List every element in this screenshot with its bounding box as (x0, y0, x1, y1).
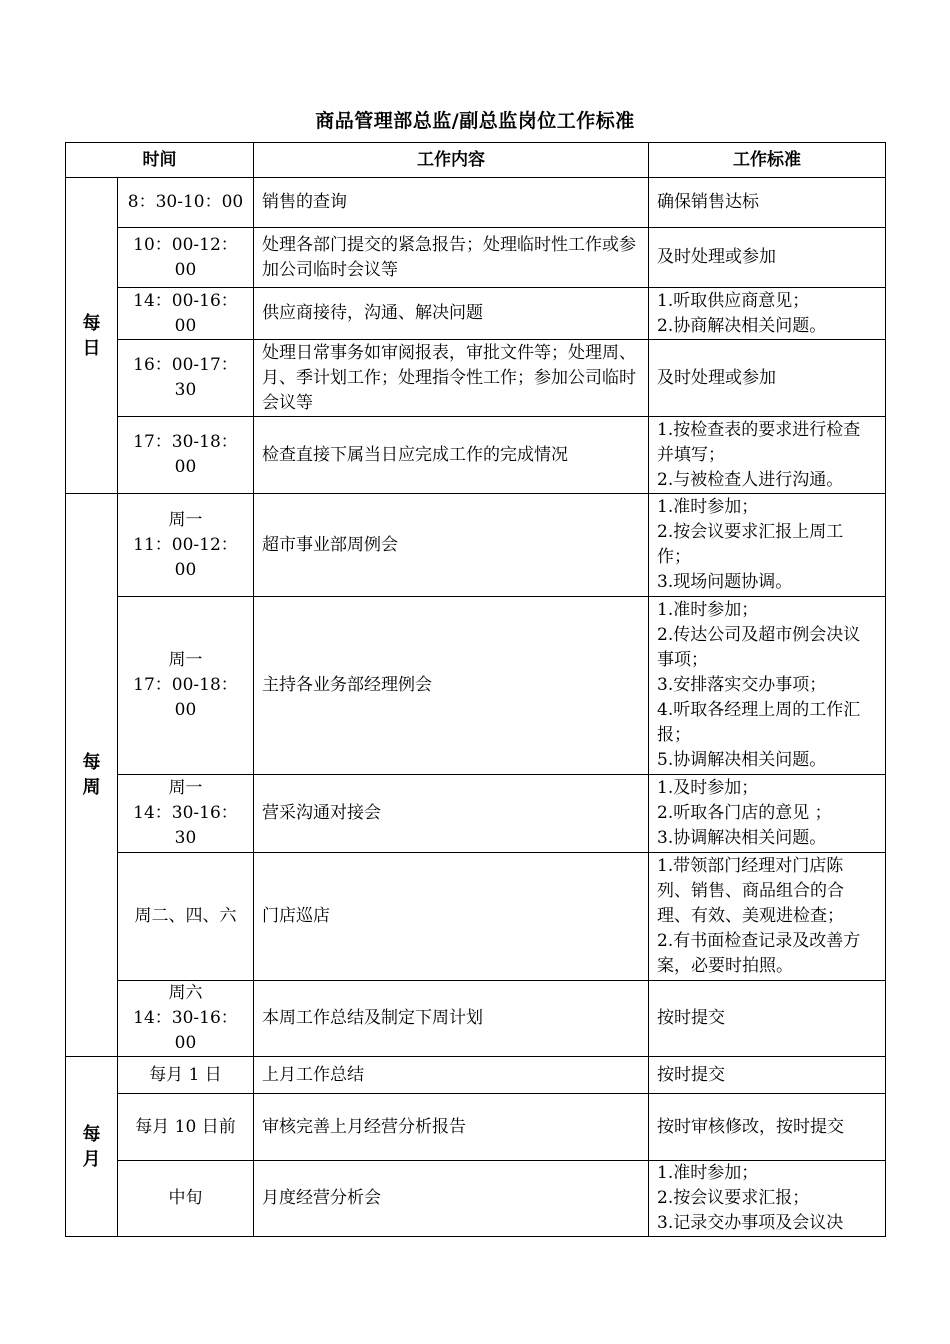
standard-cell (649, 494, 886, 597)
time-line: 14：00-16： (133, 290, 238, 311)
standard-line: 按时审核修改，按时提交 (657, 1116, 844, 1137)
content-cell: 审核完善上月经营分析报告 (254, 1094, 649, 1161)
standard-cell (649, 981, 886, 1057)
standard-line: 3.安排落实交办事项； (657, 675, 827, 695)
standard-line: 1.带领部门经理对门店陈列、销售、商品组合的合理、有效、美观进检查； (657, 856, 844, 926)
table-row (66, 775, 886, 853)
standard-line: 及时处理或参加 (657, 367, 776, 388)
time-line: 10：00-12： (133, 234, 238, 255)
content-cell: 销售的查询 (254, 178, 649, 228)
period-label: 每 (82, 1123, 101, 1145)
time-cell (118, 1161, 254, 1237)
standard-cell (649, 1057, 886, 1094)
standard-line: 2.传达公司及超市例会决议事项； (657, 625, 861, 670)
period-cell (66, 178, 118, 494)
standard-line: 5.协调解决相关问题。 (657, 750, 827, 770)
standard-line: 3.协调解决相关问题。 (657, 828, 827, 848)
table-row (66, 228, 886, 288)
header-content: 工作内容 (254, 143, 649, 178)
time-line: 周一 (168, 778, 203, 798)
standard-line: 1.准时参加； (657, 1163, 759, 1183)
time-cell (118, 775, 254, 853)
time-cell (118, 1057, 254, 1094)
header-time: 时间 (66, 143, 254, 178)
standard-line: 2.有书面检查记录及改善方案，必要时拍照。 (657, 931, 861, 976)
time-line: 14：30-16： (133, 803, 238, 823)
time-line: 8：30-10：00 (127, 192, 244, 212)
content-cell: 上月工作总结 (254, 1057, 649, 1094)
time-line: 14：30-16： (133, 1008, 238, 1028)
table-header-row (66, 143, 886, 178)
standard-line: 2.与被检查人进行沟通。 (657, 469, 844, 490)
standard-line: 1.准时参加； (657, 497, 759, 517)
time-line: 周二、四、六 (134, 906, 237, 926)
period-cell (66, 1057, 118, 1237)
time-line: 00 (174, 1033, 197, 1053)
standard-cell (649, 178, 886, 228)
page-title: 商品管理部总监/副总监岗位工作标准 (315, 110, 635, 132)
content-cell: 处理日常事务如审阅报表，审批文件等；处理周、月、季计划工作；处理指令性工作；参加公司临时会议等 (254, 340, 649, 417)
standard-cell (649, 597, 886, 775)
time-cell (118, 288, 254, 340)
time-cell (118, 417, 254, 494)
table-row (66, 417, 886, 494)
time-line: 00 (174, 457, 197, 477)
standard-line: 2.按会议要求汇报； (657, 1188, 810, 1208)
time-line: 30 (174, 380, 197, 400)
header-standard: 工作标准 (649, 143, 886, 178)
table-row (66, 178, 886, 228)
time-line: 周一 (168, 509, 203, 530)
content-cell: 超市事业部周例会 (254, 494, 649, 597)
standard-cell (649, 340, 886, 417)
period-label: 周 (82, 777, 101, 798)
period-label: 日 (82, 337, 101, 359)
standard-cell (649, 288, 886, 340)
content-cell: 本周工作总结及制定下周计划 (254, 981, 649, 1057)
standard-line: 3.记录交办事项及会议决 (657, 1213, 844, 1233)
time-cell (118, 853, 254, 981)
content-cell: 门店巡店 (254, 853, 649, 981)
content-cell: 供应商接待，沟通、解决问题 (254, 288, 649, 340)
standard-line: 3.现场问题协调。 (657, 572, 793, 592)
time-line: 00 (174, 315, 197, 336)
time-cell (118, 178, 254, 228)
period-label: 每 (82, 312, 101, 334)
content-cell: 月度经营分析会 (254, 1161, 649, 1237)
standard-cell (649, 775, 886, 853)
content-cell: 营采沟通对接会 (254, 775, 649, 853)
table-row (66, 1161, 886, 1237)
time-line: 17：30-18： (133, 432, 238, 452)
standard-line: 按时提交 (657, 1008, 725, 1028)
standard-line: 2.按会议要求汇报上周工作； (657, 522, 844, 567)
time-line: 每月 10 日前 (135, 1116, 236, 1137)
period-cell (66, 494, 118, 1057)
content-cell: 检查直接下属当日应完成工作的完成情况 (254, 417, 649, 494)
time-cell (118, 340, 254, 417)
standard-cell (649, 228, 886, 288)
standard-cell (649, 853, 886, 981)
time-line: 17：00-18： (133, 675, 238, 695)
standard-line: 确保销售达标 (657, 192, 759, 212)
work-standard-table (65, 142, 886, 1237)
table-row (66, 1057, 886, 1094)
standard-line: 1.按检查表的要求进行检查并填写； (657, 419, 861, 465)
standard-line: 1.及时参加； (657, 778, 759, 798)
standard-cell (649, 417, 886, 494)
standard-cell (649, 1161, 886, 1237)
time-line: 30 (174, 828, 197, 848)
time-cell (118, 228, 254, 288)
table-row (66, 1094, 886, 1161)
table-row (66, 597, 886, 775)
period-label: 每 (82, 752, 101, 773)
content-cell: 处理各部门提交的紧急报告；处理临时性工作或参加公司临时会议等 (254, 228, 649, 288)
standard-line: 2.听取各门店的意见 ； (657, 803, 832, 823)
table-row (66, 494, 886, 597)
table-row (66, 981, 886, 1057)
time-cell (118, 597, 254, 775)
standard-line: 4.听取各经理上周的工作汇报； (657, 700, 861, 745)
standard-line: 2.协商解决相关问题。 (657, 315, 827, 336)
standard-line: 1.准时参加； (657, 600, 759, 620)
time-line: 00 (174, 559, 197, 580)
content-cell: 主持各业务部经理例会 (254, 597, 649, 775)
time-line: 00 (174, 259, 197, 280)
time-cell (118, 1094, 254, 1161)
standard-cell (649, 1094, 886, 1161)
time-cell (118, 981, 254, 1057)
time-line: 16：00-17： (133, 355, 238, 375)
period-label: 月 (82, 1148, 101, 1170)
standard-line: 1.听取供应商意见； (657, 290, 810, 311)
time-line: 周六 (168, 983, 203, 1003)
time-line: 00 (174, 700, 197, 720)
table-row (66, 853, 886, 981)
table-row (66, 288, 886, 340)
time-line: 中旬 (168, 1188, 203, 1208)
table-row (66, 340, 886, 417)
standard-line: 按时提交 (657, 1064, 725, 1085)
time-line: 11：00-12： (133, 534, 238, 555)
time-cell (118, 494, 254, 597)
time-line: 周一 (168, 650, 203, 670)
standard-line: 及时处理或参加 (657, 247, 776, 267)
time-line: 每月 1 日 (149, 1064, 222, 1085)
